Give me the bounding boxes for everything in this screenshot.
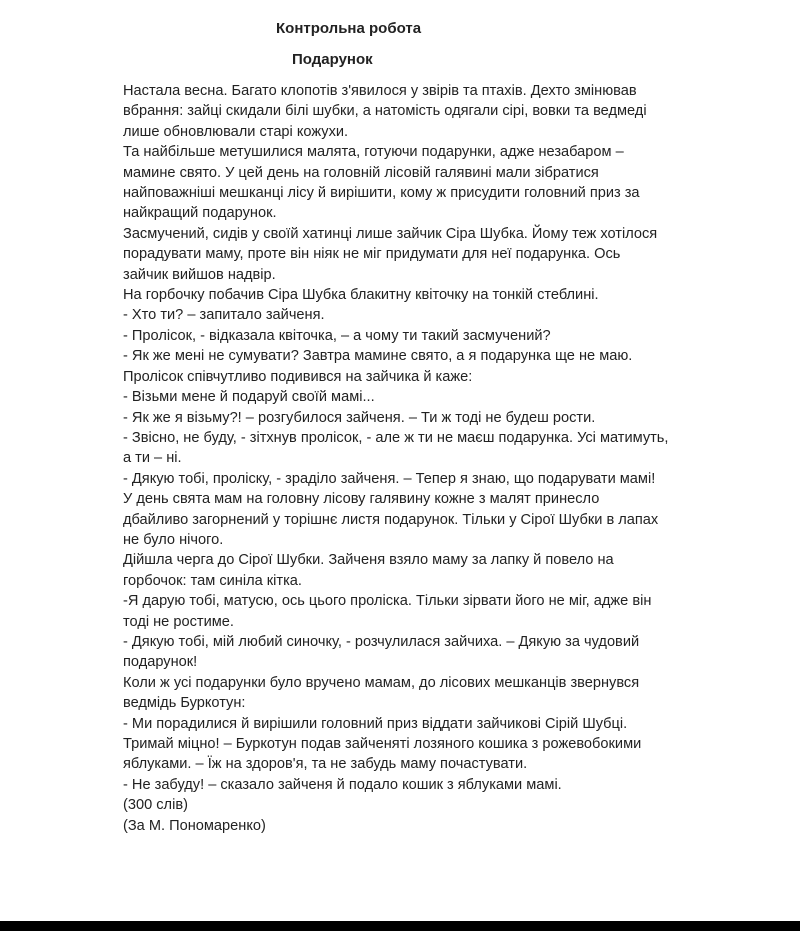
- text-line: - Звісно, не буду, - зітхнув пролісок, - але ж ти не маєш подарунка. Усі матимуть,: [123, 429, 669, 446]
- document-title: Подарунок: [292, 51, 373, 68]
- text-line: -Я дарую тобі, матусю, ось цього проліска. Тільки зірвати його не міг, адже він: [123, 593, 652, 610]
- text-line: - Візьми мене й подаруй своїй мамі...: [123, 389, 375, 406]
- text-line: (300 слів): [123, 797, 188, 814]
- text-line: порадувати маму, проте він ніяк не міг придумати для неї подарунка. Ось: [123, 246, 621, 263]
- text-line: - Як же я візьму?! – розгубилося зайченя. – Ти ж тоді не будеш рости.: [123, 409, 596, 426]
- text-line: дбайливо загорнений у торішнє листя подарунок. Тільки у Сірої Шубки в лапах: [123, 511, 659, 528]
- text-line: Дійшла черга до Сірої Шубки. Зайченя взяло маму за лапку й повело на: [123, 552, 614, 569]
- text-line: ведмідь Буркотун:: [123, 695, 246, 712]
- text-line: - Не забуду! – сказало зайченя й подало кошик з яблуками мамі.: [123, 776, 562, 793]
- text-line: найкращий подарунок.: [123, 205, 277, 222]
- text-line: Тримай міцно! – Буркотун подав зайченяті лозяного кошика з рожевобокими: [123, 736, 642, 752]
- text-line: На горбочку побачив Сіра Шубка блакитну квіточку на тонкій стеблині.: [123, 287, 599, 304]
- document-body: [123, 81, 683, 836]
- text-line: Засмучений, сидів у своїй хатинці лише зайчик Сіра Шубка. Йому теж хотілося: [123, 225, 658, 242]
- text-line: вбрання: зайці скидали білі шубки, а натомість одягали сірі, вовки та ведмеді: [123, 103, 647, 120]
- text-line: а ти – ні.: [123, 450, 182, 467]
- text-line: яблуками. – Їж на здоров'я, та не забудь маму почастувати.: [123, 756, 528, 773]
- document-label: Контрольна робота: [276, 20, 422, 37]
- text-line: тоді не ростиме.: [123, 613, 234, 630]
- text-line: Пролісок співчутливо подивився на зайчика й каже:: [123, 368, 473, 385]
- text-line: не було нічого.: [123, 531, 224, 548]
- text-line: - Дякую тобі, проліску, - зраділо зайченя. – Тепер я знаю, що подарувати мамі!: [123, 470, 656, 487]
- text-line: лише обновлювали старі кожухи.: [123, 123, 349, 140]
- text-line: зайчик вийшов надвір.: [123, 266, 276, 283]
- text-line: найповажніші мешканці лісу й вирішити, кому ж присудити головний приз за: [123, 185, 640, 202]
- text-line: - Хто ти? – запитало зайченя.: [123, 307, 325, 324]
- text-line: - Пролісок, - відказала квіточка, – а чому ти такий засмучений?: [123, 327, 551, 344]
- text-line: мамине свято. У цей день на головній лісовій галявині мали зібратися: [123, 164, 599, 181]
- text-line: - Дякую тобі, мій любий синочку, - розчулилася зайчиха. – Дякую за чудовий: [123, 633, 640, 650]
- text-line: подарунок!: [123, 654, 198, 671]
- text-line: (За М. Пономаренко): [123, 817, 266, 834]
- text-line: Коли ж усі подарунки було вручено мамам, до лісових мешканців звернувся: [123, 674, 640, 691]
- text-line: У день свята мам на головну лісову галявину кожне з малят принесло: [123, 491, 600, 508]
- text-line: Настала весна. Багато клопотів з'явилося у звірів та птахів. Дехто змінював: [123, 83, 637, 99]
- text-line: - Ми порадилися й вирішили головний приз віддати зайчикові Сірій Шубці.: [123, 715, 628, 732]
- text-line: Та найбільше метушилися малята, готуючи подарунки, адже незабаром –: [123, 144, 624, 161]
- text-line: - Як же мені не сумувати? Завтра мамине свято, а я подарунка ще не маю.: [123, 348, 633, 365]
- text-line: горбочок: там синіла кітка.: [123, 572, 302, 589]
